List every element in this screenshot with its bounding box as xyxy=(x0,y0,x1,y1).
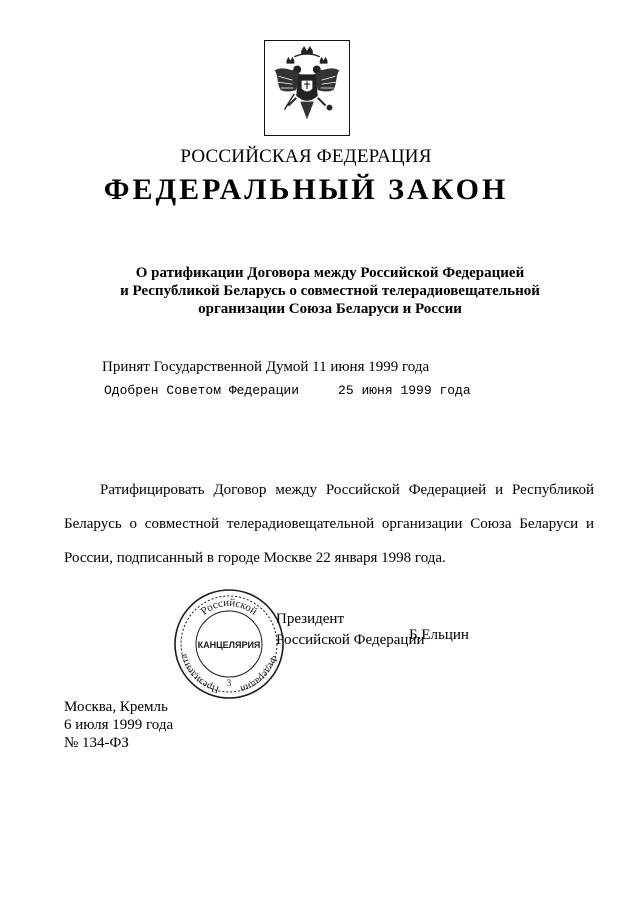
law-body xyxy=(64,473,594,575)
stamp-left-text: Президента xyxy=(178,652,221,695)
law-title xyxy=(0,264,640,318)
document-type: ФЕДЕРАЛЬНЫЙ ЗАКОН xyxy=(103,173,509,206)
official-stamp xyxy=(173,588,285,700)
signatory-position-line: Российской Федерации xyxy=(276,632,425,648)
stamp-right-text: Федерации xyxy=(238,653,280,695)
law-number: № 134-ФЗ xyxy=(64,735,129,751)
stamp-center-text: КАНЦЕЛЯРИЯ xyxy=(197,640,261,650)
signatory-position xyxy=(276,609,425,651)
law-title-line: и Республикой Беларусь о совместной телерадиовещательной xyxy=(120,283,540,299)
signatory-name: Б.Ельцин xyxy=(409,627,469,643)
law-title-line: О ратификации Договора между Российской Федерацией xyxy=(135,265,525,281)
country-name: РОССИЙСКАЯ ФЕДЕРАЦИЯ xyxy=(180,146,432,167)
law-body-text: Ратифицировать Договор между Российской Федерацией и Республикой Беларусь о совместной телерадиовещательной организации Союза Беларуси и России, подписанный в городе Москве 22 января 1998 года. xyxy=(64,482,594,566)
stamp-number: 3 xyxy=(226,678,232,688)
signing-place: Москва, Кремль xyxy=(64,699,168,715)
adoption-duma: Принят Государственной Думой 11 июня 1999 года xyxy=(102,359,430,375)
signing-date: 6 июля 1999 года xyxy=(64,717,174,733)
russian-coat-of-arms-icon xyxy=(264,40,350,136)
signatory-position-line: Президент xyxy=(276,611,344,627)
document-footer xyxy=(64,698,173,752)
law-title-line: организации Союза Беларуси и России xyxy=(198,301,462,317)
stamp-top-text: Российской xyxy=(198,596,260,618)
approval-council: Одобрен Советом Федерации 25 июня 1999 года xyxy=(104,383,471,398)
